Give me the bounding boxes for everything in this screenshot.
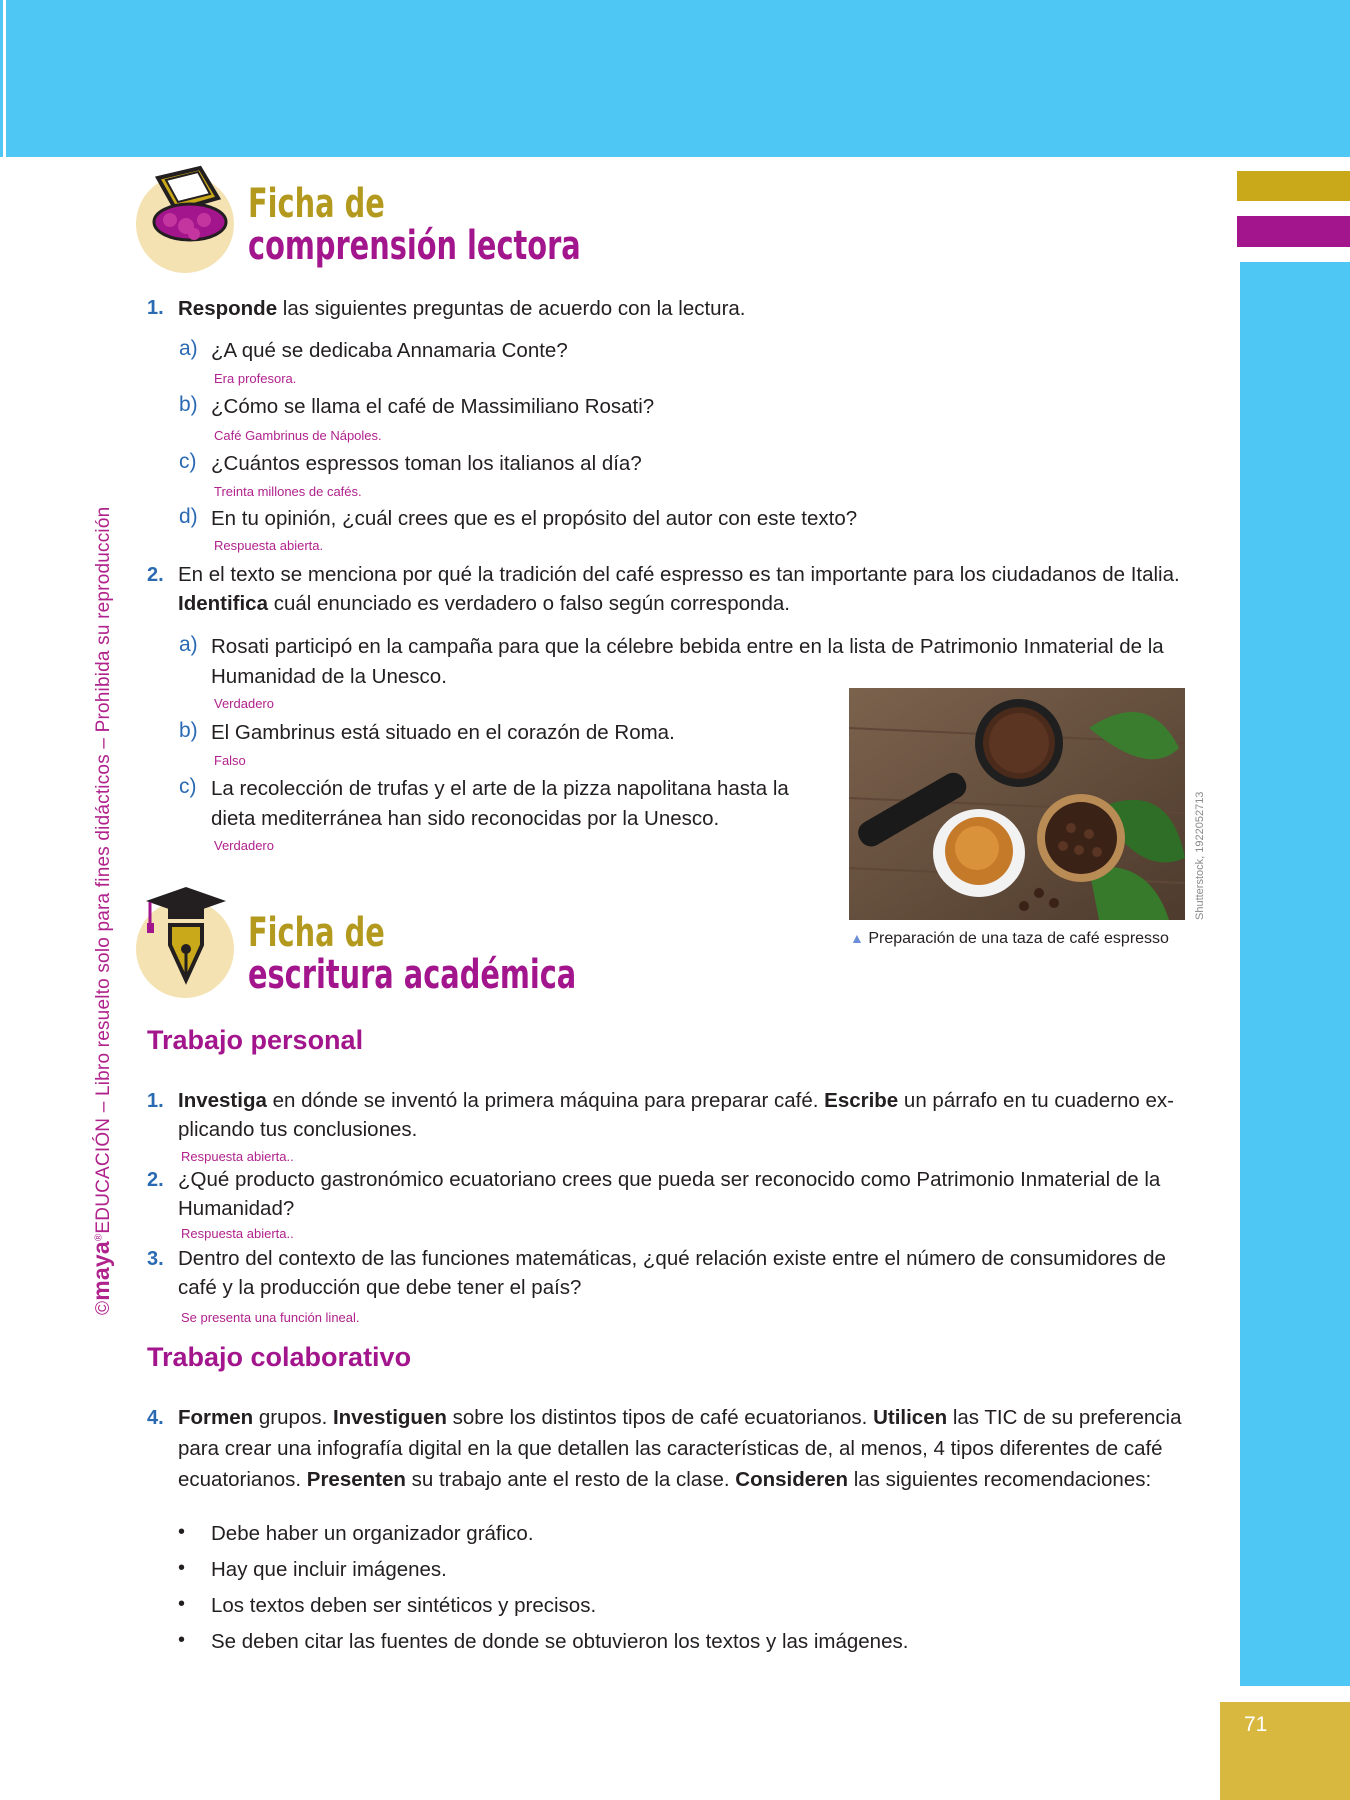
p1-answer: Respuesta abierta.. <box>181 1149 294 1164</box>
q2b-line1: El Gambrinus está situado en el corazón de Roma. <box>211 721 675 744</box>
section1-title-line2: comprensión lectora <box>248 223 581 269</box>
q2-line2 <box>178 589 790 619</box>
section1-title <box>248 183 581 267</box>
p1-bold2: Escribe <box>824 1089 899 1112</box>
bullet-item-4: Se deben citar las fuentes de donde se obtuvieron los textos y las imágenes. <box>211 1630 909 1653</box>
q1b-answer: Café Gambrinus de Nápoles. <box>214 428 382 443</box>
q1-text <box>178 294 746 324</box>
c4-b1: Formen <box>178 1406 254 1429</box>
c4-t2: sobre los distintos tipos de café ecuatorianos. <box>446 1406 874 1429</box>
q2a-line2: Humanidad de la Unesco. <box>211 665 447 688</box>
q2b-answer: Falso <box>214 753 246 768</box>
q2a-line1: Rosati participó en la campaña para que la célebre bebida entre en la lista de Patrimonio Inmaterial de la <box>211 635 1164 658</box>
coffee-illustration <box>849 688 1185 920</box>
bullet-item-3: Los textos deben ser sintéticos y precisos. <box>211 1594 597 1617</box>
c4-t1: grupos. <box>253 1406 333 1429</box>
q1a-answer: Era profesora. <box>214 371 297 386</box>
p2-answer: Respuesta abierta.. <box>181 1226 294 1241</box>
bullet-icon: • <box>178 1557 186 1579</box>
q1a-text: ¿A qué se dedicaba Annamaria Conte? <box>211 339 568 362</box>
credit-brand: maya <box>88 1241 114 1301</box>
q2-rest: cuál enunciado es verdadero o falso según corresponda. <box>268 592 790 615</box>
q1-number: 1. <box>147 297 164 319</box>
collab-heading: Trabajo colaborativo <box>147 1342 412 1372</box>
bullet-item-1: Debe haber un organizador gráfico. <box>211 1522 534 1545</box>
p1-bold1: Investiga <box>178 1089 267 1112</box>
q1b-text: ¿Cómo se llama el café de Massimiliano Rosati? <box>211 395 655 418</box>
p3-line1: Dentro del contexto de las funciones matemáticas, ¿qué relación existe entre el número de consumidores de <box>178 1247 1166 1270</box>
q2c-answer: Verdadero <box>214 838 274 853</box>
page-number-box <box>1220 1702 1350 1800</box>
p1-text2: un párrafo en tu cuaderno ex- <box>898 1089 1175 1112</box>
q1d-text: En tu opinión, ¿cuál crees que es el propósito del autor con este texto? <box>211 507 858 530</box>
q1-bold: Responde <box>178 297 278 320</box>
c4-b2: Investiguen <box>332 1406 447 1429</box>
q1c-answer: Treinta millones de cafés. <box>214 484 362 499</box>
section1-title-line1: Ficha de <box>248 181 385 227</box>
q2-number: 2. <box>147 564 164 586</box>
photo-caption <box>850 930 1169 948</box>
c4-number: 4. <box>147 1407 164 1429</box>
vertical-credit: ©maya®EDUCACIÓN – Libro resuelto solo para fines didácticos – Prohibida su reproducción <box>88 506 114 1315</box>
q1a-letter: a) <box>179 337 198 360</box>
q2c-letter: c) <box>179 775 197 798</box>
p1-text1: en dónde se inventó la primera máquina para preparar café. <box>266 1089 825 1112</box>
coffee-photo <box>849 688 1185 920</box>
brain-book-icon <box>140 160 240 260</box>
section2-title-line2: escritura académica <box>248 952 577 998</box>
q2b-letter: b) <box>179 719 198 742</box>
q2a-letter: a) <box>179 633 198 656</box>
c4-t4: ecuatorianos. <box>178 1468 307 1491</box>
q2c-line2: dieta mediterránea han sido reconocidas por la Unesco. <box>211 807 720 830</box>
c4-b3: Utilicen <box>873 1406 948 1429</box>
gold-tab <box>1237 171 1350 201</box>
q1-rest: las siguientes preguntas de acuerdo con la lectura. <box>277 297 746 320</box>
top-band-edge <box>0 0 3 157</box>
c4-t6: las siguientes recomendaciones: <box>848 1468 1152 1491</box>
q1b-letter: b) <box>179 393 198 416</box>
credit-text: EDUCACIÓN – Libro resuelto solo para fines didácticos – Prohibida su reproducción <box>93 506 114 1234</box>
c4-line2: para crear una infografía digital en la que detallen las características de, al menos, 4 tipos diferentes de café <box>178 1437 1163 1460</box>
bullet-icon: • <box>178 1629 186 1651</box>
q1c-letter: c) <box>179 450 197 473</box>
purple-tab <box>1237 216 1350 247</box>
q1d-answer: Respuesta abierta. <box>214 538 324 553</box>
top-color-band <box>6 0 1350 157</box>
p2-line1: ¿Qué producto gastronómico ecuatoriano crees que pueda ser reconocido como Patrimonio Inmaterial de la <box>178 1168 1161 1191</box>
p3-number: 3. <box>147 1248 164 1270</box>
section2-title <box>248 912 576 996</box>
c4-t5: su trabajo ante el resto de la clase. <box>405 1468 736 1491</box>
p2-line2: Humanidad? <box>178 1197 295 1220</box>
c4-line1 <box>178 1403 1181 1433</box>
p2-number: 2. <box>147 1169 164 1191</box>
q2c-line1: La recolección de trufas y el arte de la pizza napolitana hasta la <box>211 777 789 800</box>
p3-line2: café y la producción que debe tener el país? <box>178 1276 582 1299</box>
q1c-text: ¿Cuántos espressos toman los italianos al día? <box>211 452 642 475</box>
c4-t3: las TIC de su preferencia <box>947 1406 1182 1429</box>
bullet-icon: • <box>178 1593 186 1615</box>
p1-line2: plicando tus conclusiones. <box>178 1118 418 1141</box>
bullet-icon: • <box>178 1521 186 1543</box>
c4-b5: Consideren <box>735 1468 849 1491</box>
personal-heading: Trabajo personal <box>147 1025 364 1055</box>
p3-answer: Se presenta una función lineal. <box>181 1310 360 1325</box>
q1d-letter: d) <box>179 505 198 528</box>
q2-line1: En el texto se menciona por qué la tradición del café espresso es tan importante para los ciudadanos de Italia. <box>178 563 1180 586</box>
page-number: 71 <box>1244 1713 1268 1736</box>
q2-bold: Identifica <box>178 592 268 615</box>
c4-b4: Presenten <box>306 1468 406 1491</box>
q2a-answer: Verdadero <box>214 696 274 711</box>
section2-title-line1: Ficha de <box>248 910 385 956</box>
p1-number: 1. <box>147 1090 164 1112</box>
c4-line3 <box>178 1465 1151 1495</box>
side-color-band <box>1240 262 1350 1686</box>
photo-caption-text: Preparación de una taza de café espresso <box>868 930 1169 947</box>
graduation-cap-pen-icon <box>140 885 240 1000</box>
bullet-item-2: Hay que incluir imágenes. <box>211 1558 447 1581</box>
triangle-icon: ▲ <box>850 930 864 946</box>
p1-line1 <box>178 1086 1174 1116</box>
photo-credit: Shutterstock, 1922052713 <box>1194 791 1206 920</box>
